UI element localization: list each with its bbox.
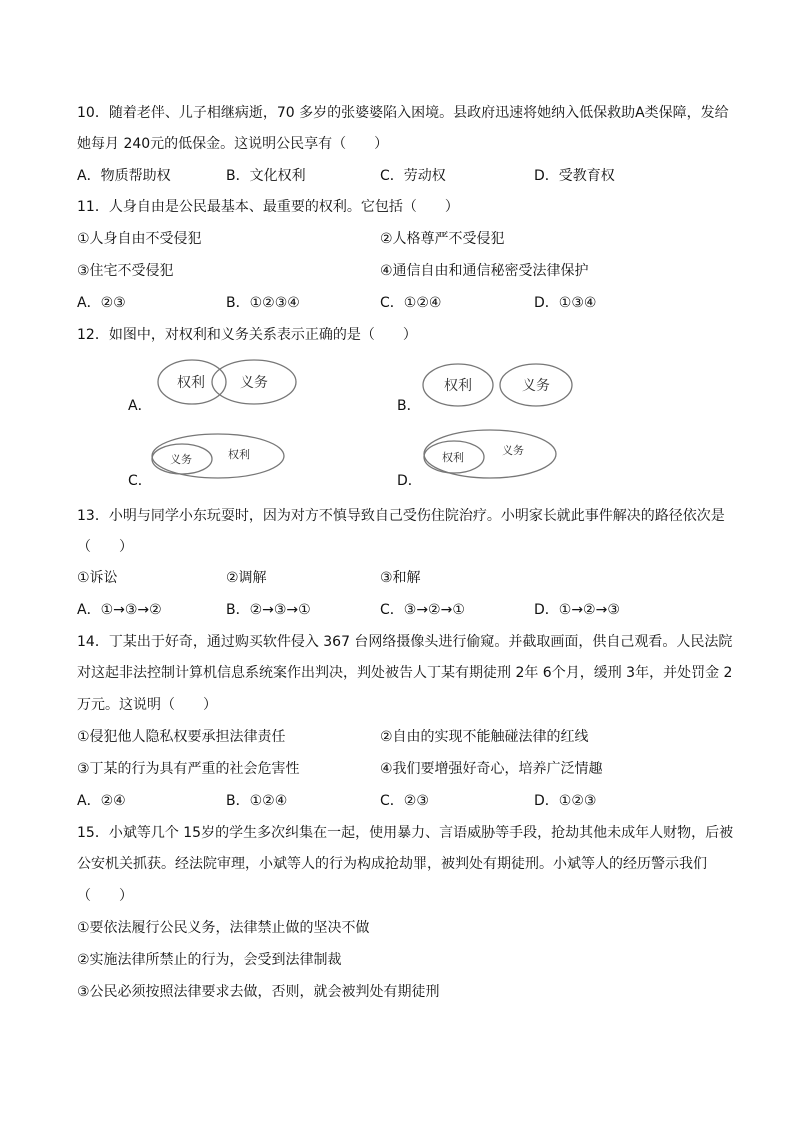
q15-item-1: ①要依法履行公民义务，法律禁止做的坚决不做 xyxy=(77,920,370,936)
q12-c-duties-text: 义务 xyxy=(170,453,192,466)
q15-stem-line3: （ ） xyxy=(77,888,133,904)
q10-option-a: A．物质帮助权 xyxy=(77,168,171,184)
q12-stem: 12．如图中，对权利和义务关系表示正确的是（ ） xyxy=(77,327,417,343)
q11-item-3: ③住宅不受侵犯 xyxy=(77,263,174,279)
q10-option-b: B．文化权利 xyxy=(226,168,306,184)
q12-diagram-a xyxy=(150,356,310,416)
q12-d-duties-text: 义务 xyxy=(502,444,524,457)
q10-stem-line1: 10．随着老伴、儿子相继病逝，70 多岁的张婆婆陷入困境。县政府迅速将她纳入低保救助A类保障，发给 xyxy=(77,105,729,121)
q14-stem-line3: 万元。这说明（ ） xyxy=(77,697,217,713)
q15-stem-line2: 公安机关抓获。经法院审理，小斌等人的行为构成抢劫罪，被判处有期徒刑。小斌等人的经历警示我们 xyxy=(77,856,707,872)
q11-option-a: A．②③ xyxy=(77,295,126,311)
q10-stem-line2: 她每月 240元的低保金。这说明公民享有（ ） xyxy=(77,136,389,152)
q14-item-4: ④我们要增强好奇心，培养广泛情趣 xyxy=(380,761,603,777)
q11-stem: 11．人身自由是公民最基本、最重要的权利。它包括（ ） xyxy=(77,199,459,215)
q13-item-3: ③和解 xyxy=(380,570,421,586)
q12-a-rights-text: 权利 xyxy=(177,375,205,391)
q14-stem-line2: 对这起非法控制计算机信息系统案作出判决，判处被告人丁某有期徒刑 2年 6个月，缓刑 3年，并处罚金 2 xyxy=(77,665,733,681)
q12-label-c: C． xyxy=(128,473,152,489)
q12-a-duties-text: 义务 xyxy=(240,375,268,391)
q13-stem-line1: 13．小明与同学小东玩耍时，因为对方不慎导致自己受伤住院治疗。小明家长就此事件解决的路径依次是 xyxy=(77,508,725,524)
q11-item-2: ②人格尊严不受侵犯 xyxy=(380,231,505,247)
q12-label-a: A． xyxy=(128,398,152,414)
q11-item-1: ①人身自由不受侵犯 xyxy=(77,231,202,247)
q12-d-rights-text: 权利 xyxy=(442,451,464,464)
q11-item-4: ④通信自由和通信秘密受法律保护 xyxy=(380,263,589,279)
q11-option-d: D．①③④ xyxy=(534,295,597,311)
q14-stem-line1: 14．丁某出于好奇，通过购买软件侵入 367 台网络摄像头进行偷窥。并截取画面，供自己观看。人民法院 xyxy=(77,634,733,650)
q14-item-3: ③丁某的行为具有严重的社会危害性 xyxy=(77,761,300,777)
q11-option-b: B．①②③④ xyxy=(226,295,300,311)
q13-stem-line2: （ ） xyxy=(77,539,133,555)
q12-b-duties-text: 义务 xyxy=(522,378,550,394)
q14-option-b: B．①②④ xyxy=(226,793,288,809)
q13-option-c: C．③→②→① xyxy=(380,602,465,618)
q13-option-a: A．①→③→② xyxy=(77,602,162,618)
q13-option-d: D．①→②→③ xyxy=(534,602,620,618)
q12-label-d: D． xyxy=(397,473,422,489)
q13-item-1: ①诉讼 xyxy=(77,570,118,586)
q12-diagram-b xyxy=(420,362,580,416)
q12-c-rights-text: 权利 xyxy=(228,448,250,461)
q14-option-a: A．②④ xyxy=(77,793,126,809)
q14-item-1: ①侵犯他人隐私权要承担法律责任 xyxy=(77,729,286,745)
q13-item-2: ②调解 xyxy=(226,570,267,586)
q10-option-d: D．受教育权 xyxy=(534,168,615,184)
q10-option-c: C．劳动权 xyxy=(380,168,446,184)
q13-option-b: B．②→③→① xyxy=(226,602,311,618)
q12-label-b: B． xyxy=(397,398,421,414)
q15-item-2: ②实施法律所禁止的行为，会受到法律制裁 xyxy=(77,952,342,968)
q14-option-c: C．②③ xyxy=(380,793,429,809)
q14-option-d: D．①②③ xyxy=(534,793,597,809)
q11-option-c: C．①②④ xyxy=(380,295,442,311)
q12-diagram-d xyxy=(420,428,560,488)
q12-b-rights-text: 权利 xyxy=(444,378,472,394)
q15-stem-line1: 15．小斌等几个 15岁的学生多次纠集在一起，使用暴力、言语威胁等手段，抢劫其他未成年人财物，后被 xyxy=(77,825,734,841)
q15-item-3: ③公民必须按照法律要求去做，否则，就会被判处有期徒刑 xyxy=(77,984,440,1000)
q12-diagram-c xyxy=(150,432,290,486)
q14-item-2: ②自由的实现不能触碰法律的红线 xyxy=(380,729,589,745)
